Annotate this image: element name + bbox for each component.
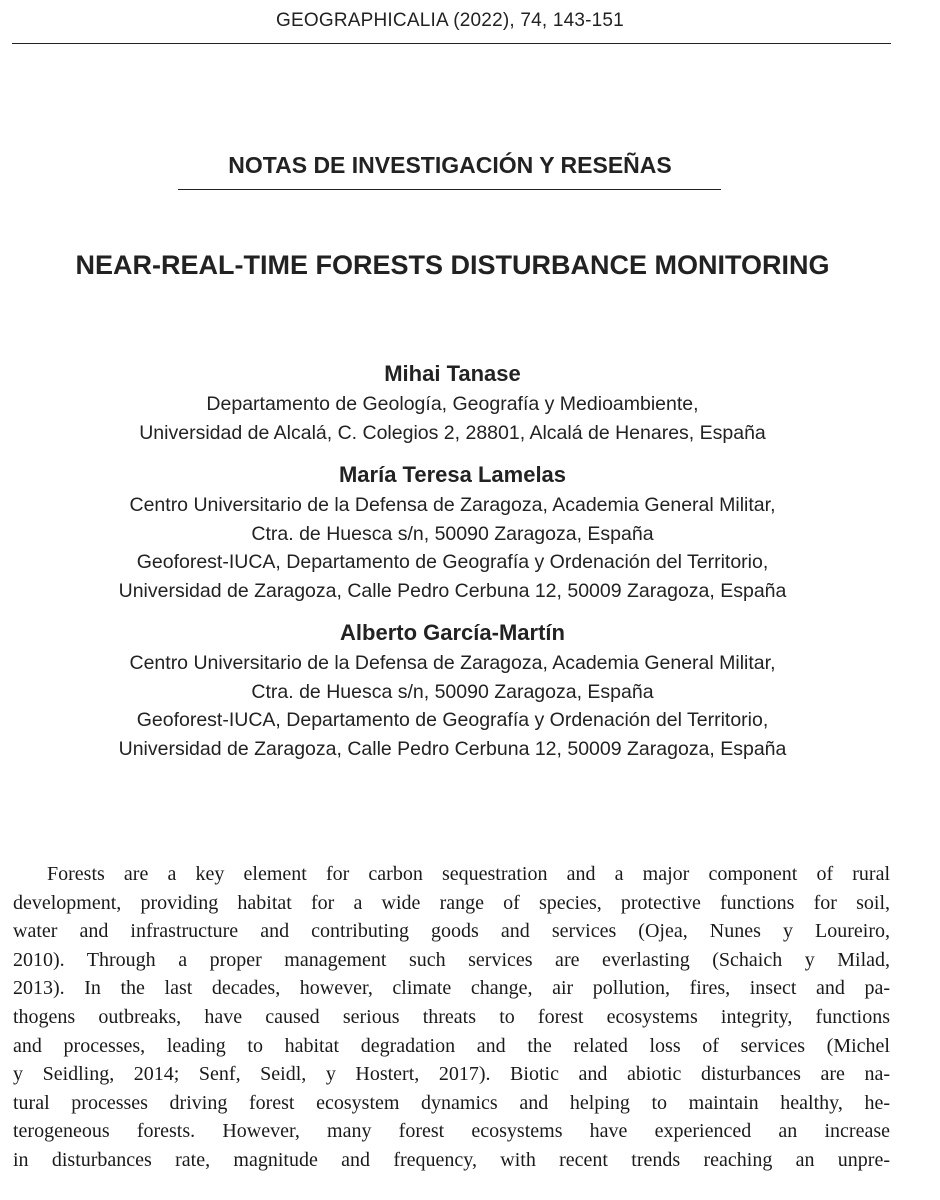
body-line: 2010). Through a proper management such services are everlasting (Schaich y Milad, — [13, 948, 890, 971]
body-line: 2013). In the last decades, however, climate change, air pollution, fires, insect and pa- — [13, 977, 890, 1000]
affiliation-line: Universidad de Alcalá, C. Colegios 2, 28801, Alcalá de Henares, España — [139, 421, 766, 444]
author-name: Alberto García-Martín — [340, 620, 565, 645]
affiliation-line: Geoforest-IUCA, Departamento de Geografía y Ordenación del Territorio, — [136, 551, 769, 573]
author-block — [0, 459, 905, 605]
affiliation-line: Ctra. de Huesca s/n, 50090 Zaragoza, España — [251, 522, 654, 545]
affiliation-line: Centro Universitario de la Defensa de Zaragoza, Academia General Militar, — [129, 652, 776, 674]
section-title-underline — [178, 189, 721, 190]
author-name: Mihai Tanase — [384, 361, 521, 386]
running-head: GEOGRAPHICALIA (2022), 74, 143-151 — [276, 10, 624, 31]
body-line: and processes, leading to habitat degradation and the related loss of services (Michel — [13, 1034, 890, 1057]
body-line: Forests are a key element for carbon sequestration and a major component of rural — [47, 863, 890, 885]
affiliation-line: Ctra. de Huesca s/n, 50090 Zaragoza, España — [251, 680, 654, 703]
header-rule — [12, 43, 891, 44]
body-line: thogens outbreaks, have caused serious threats to forest ecosystems integrity, functions — [13, 1005, 890, 1028]
section-title: NOTAS DE INVESTIGACIÓN Y RESEÑAS — [228, 152, 672, 178]
body-line: tural processes driving forest ecosystem dynamics and helping to maintain healthy, he- — [13, 1091, 890, 1114]
body-line: y Seidling, 2014; Senf, Seidl, y Hostert, 2017). Biotic and abiotic disturbances are na- — [13, 1063, 890, 1086]
body-line: water and infrastructure and contributing goods and services (Ojea, Nunes y Loureiro, — [13, 920, 890, 943]
body-line: in disturbances rate, magnitude and frequency, with recent trends reaching an unpre- — [13, 1148, 890, 1171]
affiliation-line: Geoforest-IUCA, Departamento de Geografía y Ordenación del Territorio, — [136, 709, 769, 731]
author-list — [0, 358, 905, 775]
author-name: María Teresa Lamelas — [338, 462, 567, 487]
body-line: terogeneous forests. However, many forest ecosystems have experienced an increase — [13, 1120, 890, 1143]
body-line: development, providing habitat for a wide range of species, protective functions for soil, — [13, 891, 890, 914]
paper-title: NEAR-REAL-TIME FORESTS DISTURBANCE MONITORING — [75, 250, 830, 280]
affiliation-line: Centro Universitario de la Defensa de Zaragoza, Academia General Militar, — [129, 494, 776, 516]
affiliation-line: Universidad de Zaragoza, Calle Pedro Cerbuna 12, 50009 Zaragoza, España — [118, 579, 787, 602]
body-paragraph — [13, 860, 890, 1175]
author-block — [0, 358, 905, 447]
author-block — [0, 617, 905, 763]
affiliation-line: Departamento de Geología, Geografía y Medioambiente, — [206, 393, 699, 415]
affiliation-line: Universidad de Zaragoza, Calle Pedro Cerbuna 12, 50009 Zaragoza, España — [118, 737, 787, 760]
